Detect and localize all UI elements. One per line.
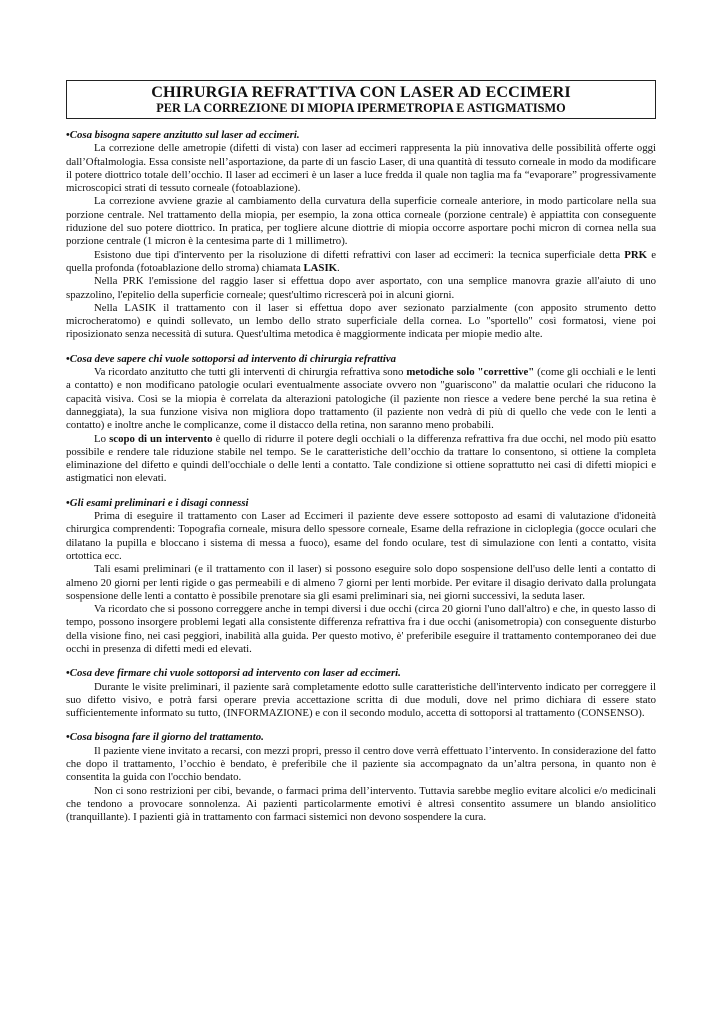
- bullet-icon: •: [66, 129, 70, 141]
- paragraph: Durante le visite preliminari, il paziente sarà completamente edotto sulle caratteristiche dell'intervento indicato per correggere il suo difetto visivo, e potrà farsi operare previa accettazione scritta di due moduli, dove nel primo dichiara di essere stato sufficientemente informato su tutto, (INFORMAZIONE) e con il secondo modulo, accetta di sottoporsi al trattamento (CONSENSO).: [66, 680, 656, 720]
- text-run: Va ricordato anzitutto che tutti gli interventi di chirurgia refrattiva sono: [94, 366, 407, 379]
- heading-text: Gli esami preliminari e i disagi connessi: [69, 496, 249, 509]
- section-laser-basics: [66, 129, 656, 342]
- heading-text: Cosa bisogna sapere anzitutto sul laser ad eccimeri.: [69, 129, 300, 141]
- section-heading: [66, 353, 656, 366]
- paragraph: La correzione delle ametropie (difetti di vista) con laser ad eccimeri rappresenta la più innovativa delle possibilità offerte oggi dall’Oftalmologia. Essa consiste nell’asportazione, da parte di un fascio Laser, di una quantità di tessuto corneale in modo da modificare il potere diottrico totale dell’occhio. Il laser ad eccimeri è un laser a luce fredda il quale non taglia ma fa “evaporare” progressivamente microscopici strati di tessuto corneale (fotoablazione).: [66, 142, 656, 195]
- bullet-icon: •: [66, 352, 70, 365]
- text-run: Esistono due tipi d'intervento per la risoluzione di difetti refrattivi con laser ad eccimeri: la tecnica superficiale detta: [94, 248, 625, 261]
- title-box: [66, 80, 656, 119]
- paragraph: Tali esami preliminari (e il trattamento con il laser) si possono eseguire solo dopo sospensione dell'uso delle lenti a contatto di almeno 20 giorni per lenti rigide o gas permeabili e di almeno 7 giorni per lenti morbide. Per evitare il disagio derivato dalla prolungata sospensione delle lenti a contatto è possibile prenotare sia gli esami preliminari sia, nei giorni successivi, la seduta laser.: [66, 563, 656, 602]
- bullet-icon: •: [66, 667, 70, 680]
- text-run: Lo: [94, 432, 110, 445]
- section-heading: [66, 497, 656, 510]
- heading-text: Cosa bisogna fare il giorno del trattamento.: [69, 731, 264, 744]
- bullet-icon: •: [66, 731, 70, 744]
- bullet-icon: •: [66, 496, 70, 509]
- paragraph: [66, 249, 656, 276]
- document-title: CHIRURGIA REFRATTIVA CON LASER AD ECCIMERI: [151, 83, 571, 101]
- section-heading: [66, 731, 656, 744]
- paragraph: Va ricordato che si possono correggere anche in tempi diversi i due occhi (circa 20 giorni l'uno dall'altro) e che, in questo lasso di tempo, possono insorgere problemi legati alla consistente differenza refrattiva fra i due occhi (anisometropia) con conseguente disturbo della visione fino, nei casi peggiori, inabilità alla guida. Per questo motivo, è' preferibile eseguire il trattamento contemporaneo dei due occhi in presenza di difetti medi ed elevati.: [66, 603, 656, 655]
- paragraph: [66, 433, 656, 486]
- section-consent: [66, 667, 656, 720]
- paragraph: Il paziente viene invitato a recarsi, con mezzi propri, presso il centro dove verrà effettuato l’intervento. In considerazione del fatto che dopo il trattamento, l’occhio è bendato, è preferibile che il paziente sia accompagnato da un’altra persona, in quanto non è consentita la guida con l'occhio bendato.: [66, 744, 656, 784]
- term-lasik: LASIK: [303, 261, 338, 274]
- paragraph: Nella LASIK il trattamento con il laser si effettua dopo aver sezionato parzialmente (con apposito strumento detto microcheratomo) e quindi sollevato, un lembo dello strato superficiale della cornea. Lo "sportello" così formatosi, viene poi riposizionato senza necessità di sutura. Quest'ultima metodica è maggiormente indicata per miopie medio alte.: [66, 301, 656, 341]
- text-run: (come gli occhiali e le lenti a contatto) e non modificano patologie oculari eventualmente associate ovvero non "guariscono" da malattie oculari che riducono la capacità visiva. Così se la miopia è correlata da alterazioni patologiche (il paziente non riesce a vedere bene perché la sua retina è danneggiata), la sua funzione visiva non migliora dopo trattamento (il paziente non vedrà di più di quello che vede con le lenti a contatto) e inoltre anche le complicanze, come il distacco della retina, non saranno meno probabili.: [66, 366, 656, 432]
- paragraph: [66, 366, 656, 432]
- section-heading: [66, 667, 656, 680]
- heading-text: Cosa deve firmare chi vuole sottoporsi ad intervento con laser ad eccimeri.: [69, 667, 401, 680]
- document-page: [66, 80, 656, 825]
- document-subtitle: PER LA CORREZIONE DI MIOPIA IPERMETROPIA E ASTIGMATISMO: [156, 101, 566, 115]
- text-run: è quello di ridurre il potere degli occhiali o la differenza refrattiva fra due occhi, nel modo più esatto possibile e rendere tale riduzione stabile nel tempo. Se le caratteristiche dell’occhio da trattare lo consentono, si ottiene la completa eliminazione del difetto e quindi dell'occhiale o delle lenti a contatto. Tale condizione si ottiene soprattutto nei casi di difetti miopici e astigmatici non elevati.: [66, 432, 656, 485]
- section-treatment-day: [66, 731, 656, 824]
- text-run: e quella profonda (fotoablazione dello stroma) chiamata: [66, 248, 656, 274]
- section-heading: [66, 129, 656, 142]
- text-run: .: [337, 261, 340, 274]
- heading-text: Cosa deve sapere chi vuole sottoporsi ad intervento di chirurgia refrattiva: [69, 352, 397, 365]
- section-what-to-know: [66, 353, 656, 486]
- term-prk: PRK: [624, 248, 648, 261]
- paragraph: La correzione avviene grazie al cambiamento della curvatura della superficie corneale anteriore, in modo particolare nella sua porzione centrale. Nel trattamento della miopia, per esempio, la zona ottica corneale (porzione centrale) è appiattita con conseguente riduzione del suo potere diottrico. In pratica, per togliere alcune diottrie di miopia occorre asportare pochi micron di cornea nella sua porzione centrale (1 micron è la centesima parte di 1 millimetro).: [66, 195, 656, 248]
- emphasis: metodiche solo "correttive": [406, 366, 535, 379]
- paragraph: Prima di eseguire il trattamento con Laser ad Eccimeri il paziente deve essere sottoposto ad esami di valutazione d'idoneità chirurgica comprendenti: Topografia corneale, misura dello spessore corneale, Esame della refrazione in cicloplegia (gocce oculari che dilatano la pupilla e bloccano i sistema di messa a fuoco), esame del fondo oculare, test di simulazione con lenti a contatto, visita ortottica ecc.: [66, 510, 656, 562]
- emphasis: scopo di un intervento: [109, 432, 213, 445]
- section-preliminary-exams: [66, 497, 656, 657]
- paragraph: Non ci sono restrizioni per cibi, bevande, o farmaci prima dell’intervento. Tuttavia sarebbe meglio evitare alcolici e/o medicinali che tendono a provocare sonnolenza. Ai pazienti particolarmente emotivi è altresì consentito assumere un blando ansiolitico (tranquillante). I pazienti già in trattamento con farmaci sistemici non devono sospendere la cura.: [66, 784, 656, 824]
- paragraph: Nella PRK l'emissione del raggio laser si effettua dopo aver asportato, con una semplice manovra grazie all'aiuto di uno spazzolino, l'epitelio della superficie corneale; quest'ultimo ricrescerà poi in alcuni giorni.: [66, 275, 656, 301]
